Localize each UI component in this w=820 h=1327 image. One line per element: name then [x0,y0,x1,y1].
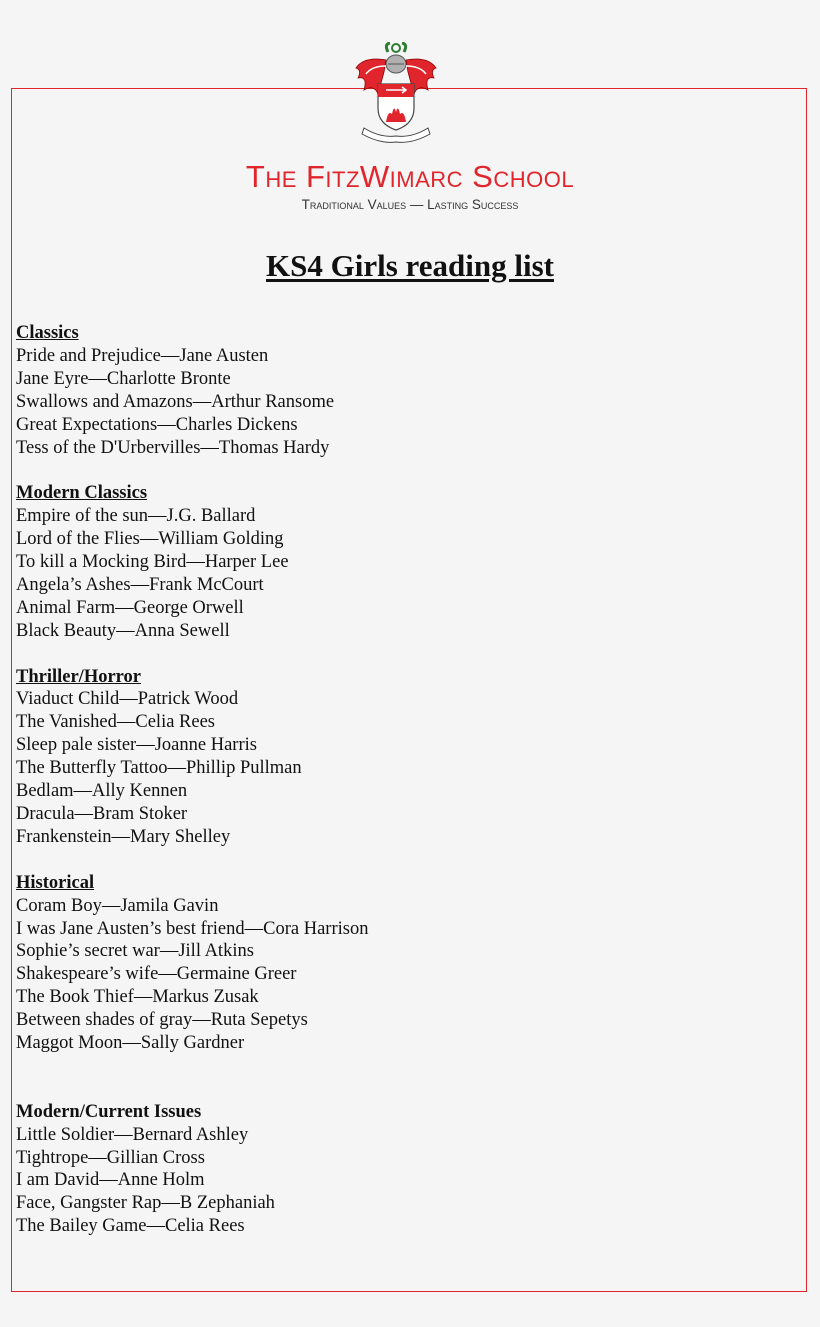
list-item: Animal Farm—George Orwell [16,597,244,618]
list-item: The Bailey Game—Celia Rees [16,1216,245,1237]
list-item: Pride and Prejudice—Jane Austen [16,345,269,366]
list-item: The Vanished—Celia Rees [16,712,216,733]
list-item: To kill a Mocking Bird—Harper Lee [16,552,289,573]
list-item: Between shades of gray—Ruta Sepetys [16,1010,308,1031]
list-item: Sophie’s secret war—Jill Atkins [16,941,254,962]
list-item: Frankenstein—Mary Shelley [16,826,231,847]
list-item: Sleep pale sister—Joanne Harris [16,735,257,756]
list-item: Great Expectations—Charles Dickens [16,414,298,435]
reading-list [16,322,796,1238]
list-item: Tightrope—Gillian Cross [16,1147,205,1168]
list-item: The Book Thief—Markus Zusak [16,987,259,1008]
list-item: Black Beauty—Anna Sewell [16,620,230,641]
list-item: Swallows and Amazons—Arthur Ransome [16,391,335,412]
list-item: Face, Gangster Rap—B Zephaniah [16,1193,275,1214]
list-item: Little Soldier—Bernard Ashley [16,1124,249,1145]
section-heading-classics: Classics [16,323,79,343]
list-item: I was Jane Austen’s best friend—Cora Harrison [16,918,369,939]
list-item: Tess of the D'Urbervilles—Thomas Hardy [16,437,330,458]
list-item: Coram Boy—Jamila Gavin [16,895,219,916]
list-item: The Butterfly Tattoo—Phillip Pullman [16,758,302,779]
school-crest-logo [350,42,442,144]
list-item: Jane Eyre—Charlotte Bronte [16,368,231,389]
list-item: I am David—Anne Holm [16,1170,205,1191]
section-heading-historical: Historical [16,872,95,893]
list-item: Angela’s Ashes—Frank McCourt [16,574,264,595]
school-name: The FitzWimarc School [245,159,575,194]
list-item: Bedlam—Ally Kennen [16,781,188,802]
list-item: Lord of the Flies—William Golding [16,529,284,550]
list-item: Shakespeare’s wife—Germaine Greer [16,964,297,985]
section-heading-thriller-horror: Thriller/Horror [16,666,142,687]
list-item: Maggot Moon—Sally Gardner [16,1033,245,1054]
section-heading-modern-current-issues: Modern/Current Issues [16,1101,202,1122]
page-title: KS4 Girls reading list [266,248,554,283]
list-item: Empire of the sun—J.G. Ballard [16,506,256,527]
section-heading-modern-classics: Modern Classics [16,483,148,504]
list-item: Dracula—Bram Stoker [16,804,188,824]
list-item: Viaduct Child—Patrick Wood [16,689,239,710]
school-tagline: Traditional Values — Lasting Success [301,197,519,212]
